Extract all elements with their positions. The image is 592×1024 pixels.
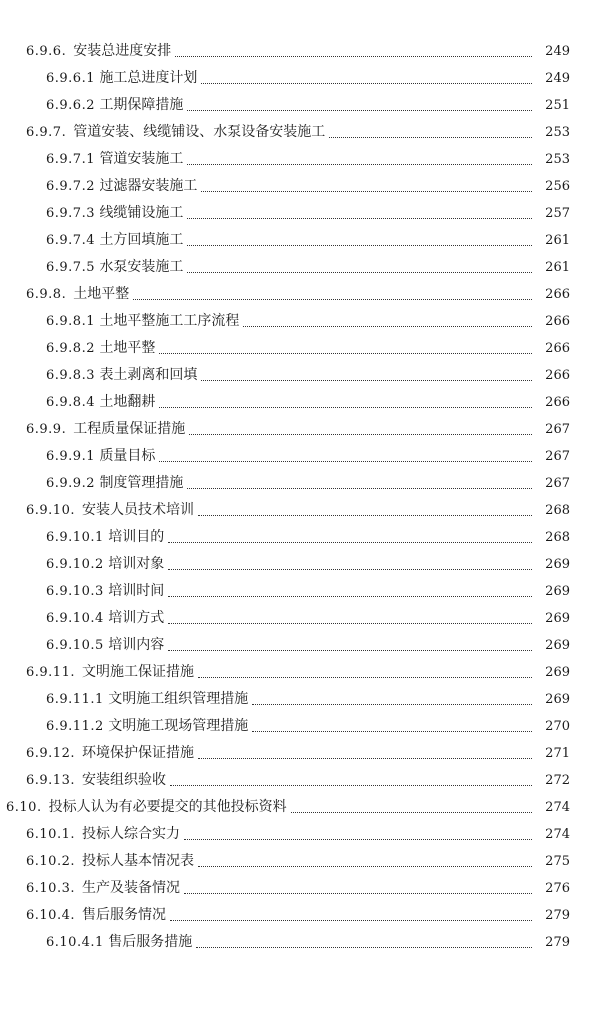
toc-entry-number: 6.10. — [6, 800, 42, 815]
toc-entry-page-number: 269 — [545, 557, 570, 572]
toc-entry-number: 6.9.7.2 — [46, 179, 95, 194]
toc-entry-separator — [75, 502, 82, 518]
toc-entry-page-number: 270 — [545, 719, 570, 734]
toc-entry[interactable] — [0, 281, 592, 308]
toc-entry-title — [46, 632, 164, 659]
toc-entry-separator — [42, 799, 49, 815]
toc-entry-page-number: 276 — [545, 881, 570, 896]
toc-entry[interactable] — [0, 92, 592, 119]
toc-entry-number: 6.9.10.1 — [46, 530, 104, 545]
toc-entry-text: 管道安装、线缆铺设、水泵设备安装施工 — [73, 124, 326, 140]
dot-leader — [187, 92, 532, 119]
toc-entry-title — [26, 848, 194, 875]
toc-entry-text: 安装组织验收 — [81, 772, 166, 788]
toc-entry-number: 6.9.10. — [26, 503, 75, 518]
toc-entry[interactable] — [0, 794, 592, 821]
toc-entry-text: 售后服务措施 — [108, 934, 193, 950]
toc-entry[interactable] — [0, 200, 592, 227]
toc-entry-page-number: 275 — [545, 854, 570, 869]
toc-entry-title — [46, 551, 164, 578]
toc-entry-text: 工期保障措施 — [99, 97, 184, 113]
toc-entry[interactable] — [0, 551, 592, 578]
dot-leader — [198, 848, 532, 875]
dot-leader — [175, 38, 532, 65]
toc-entry-page-number: 257 — [545, 206, 570, 221]
toc-entry-number: 6.9.7.3 — [46, 206, 95, 221]
toc-entry-text: 投标人认为有必要提交的其他投标资料 — [48, 799, 287, 815]
dot-leader — [243, 308, 532, 335]
toc-entry[interactable] — [0, 902, 592, 929]
toc-entry[interactable] — [0, 686, 592, 713]
toc-entry-text: 文明施工组织管理措施 — [108, 691, 249, 707]
toc-entry-page-number: 261 — [545, 260, 570, 275]
toc-entry-page-number: 269 — [545, 665, 570, 680]
dot-leader — [252, 713, 532, 740]
toc-entry[interactable] — [0, 146, 592, 173]
toc-entry[interactable] — [0, 497, 592, 524]
dot-leader — [189, 416, 532, 443]
toc-entry-page-number: 256 — [545, 179, 570, 194]
toc-entry[interactable] — [0, 767, 592, 794]
toc-entry[interactable] — [0, 875, 592, 902]
dot-leader — [159, 443, 532, 470]
toc-entry-page-number: 253 — [545, 125, 570, 140]
toc-entry[interactable] — [0, 713, 592, 740]
toc-entry-title — [46, 173, 197, 200]
toc-entry-page-number: 266 — [545, 395, 570, 410]
toc-entry-text: 培训方式 — [108, 610, 165, 626]
dot-leader — [187, 146, 532, 173]
toc-entry-page-number: 271 — [545, 746, 570, 761]
toc-entry-title — [46, 605, 164, 632]
toc-entry-number: 6.9.8.4 — [46, 395, 95, 410]
toc-entry-text: 培训目的 — [108, 529, 165, 545]
toc-entry[interactable] — [0, 416, 592, 443]
toc-entry-text: 文明施工保证措施 — [81, 664, 194, 680]
toc-entry[interactable] — [0, 173, 592, 200]
toc-entry-page-number: 279 — [545, 908, 570, 923]
toc-entry-page-number: 279 — [545, 935, 570, 950]
toc-entry-text: 培训内容 — [108, 637, 165, 653]
toc-entry-number: 6.9.9.2 — [46, 476, 95, 491]
toc-entry-title — [26, 497, 194, 524]
toc-entry[interactable] — [0, 308, 592, 335]
dot-leader — [291, 794, 532, 821]
toc-entry[interactable] — [0, 362, 592, 389]
toc-entry[interactable] — [0, 335, 592, 362]
toc-entry-title — [46, 713, 248, 740]
toc-entry-title — [6, 794, 287, 821]
toc-entry[interactable] — [0, 821, 592, 848]
dot-leader — [170, 902, 532, 929]
toc-entry[interactable] — [0, 659, 592, 686]
toc-entry-page-number: 267 — [545, 449, 570, 464]
toc-entry-title — [26, 416, 185, 443]
toc-entry-number: 6.9.7.1 — [46, 152, 95, 167]
toc-entry-page-number: 272 — [545, 773, 570, 788]
toc-entry-text: 培训时间 — [108, 583, 165, 599]
toc-entry-number: 6.9.7.4 — [46, 233, 95, 248]
toc-entry-page-number: 266 — [545, 287, 570, 302]
dot-leader — [252, 686, 532, 713]
toc-entry-number: 6.9.10.5 — [46, 638, 104, 653]
toc-entry-number: 6.9.8.3 — [46, 368, 95, 383]
toc-entry-number: 6.9.12. — [26, 746, 75, 761]
toc-entry-separator — [75, 664, 82, 680]
toc-entry-text: 投标人基本情况表 — [81, 853, 194, 869]
dot-leader — [184, 821, 532, 848]
toc-entry-number: 6.9.6.1 — [46, 71, 95, 86]
toc-entry-number: 6.10.2. — [26, 854, 75, 869]
toc-entry-number: 6.9.10.3 — [46, 584, 104, 599]
toc-entry-page-number: 274 — [545, 800, 570, 815]
dot-leader — [198, 740, 532, 767]
toc-entry-text: 生产及装备情况 — [81, 880, 180, 896]
toc-entry-title — [46, 389, 155, 416]
toc-entry-number: 6.9.11.2 — [46, 719, 104, 734]
toc-entry-number: 6.9.10.2 — [46, 557, 104, 572]
dot-leader — [201, 173, 532, 200]
toc-entry[interactable] — [0, 605, 592, 632]
dot-leader — [159, 389, 532, 416]
toc-entry-text: 土地翻耕 — [99, 394, 156, 410]
toc-entry-text: 土地平整 — [99, 340, 156, 356]
toc-entry-title — [46, 335, 155, 362]
toc-entry-title — [46, 578, 164, 605]
toc-entry-number: 6.10.4. — [26, 908, 75, 923]
toc-entry-separator — [75, 772, 82, 788]
toc-entry-page-number: 267 — [545, 422, 570, 437]
toc-entry-page-number: 268 — [545, 503, 570, 518]
table-of-contents — [0, 38, 592, 956]
toc-entry[interactable] — [0, 578, 592, 605]
toc-entry-title — [46, 227, 183, 254]
dot-leader — [187, 254, 532, 281]
toc-entry[interactable] — [0, 929, 592, 956]
toc-entry-title — [46, 65, 197, 92]
toc-entry-number: 6.9.9.1 — [46, 449, 95, 464]
dot-leader — [133, 281, 532, 308]
toc-entry-separator — [75, 907, 82, 923]
dot-leader — [184, 875, 532, 902]
toc-entry-number: 6.9.7. — [26, 125, 67, 140]
toc-entry-text: 安装总进度安排 — [73, 43, 172, 59]
toc-entry-number: 6.9.10.4 — [46, 611, 104, 626]
toc-entry-text: 土方回填施工 — [99, 232, 184, 248]
toc-entry-title — [26, 740, 194, 767]
toc-entry-number: 6.9.8. — [26, 287, 67, 302]
toc-entry[interactable] — [0, 119, 592, 146]
dot-leader — [187, 200, 532, 227]
toc-entry-page-number: 251 — [545, 98, 570, 113]
toc-entry-number: 6.9.9. — [26, 422, 67, 437]
toc-entry-text: 表土剥离和回填 — [99, 367, 198, 383]
toc-entry-page-number: 261 — [545, 233, 570, 248]
dot-leader — [201, 362, 532, 389]
toc-entry-page-number: 269 — [545, 638, 570, 653]
toc-entry-number: 6.9.11.1 — [46, 692, 104, 707]
toc-entry-title — [26, 821, 180, 848]
toc-entry-text: 线缆铺设施工 — [99, 205, 184, 221]
toc-entry-title — [26, 902, 166, 929]
toc-entry-title — [26, 767, 166, 794]
dot-leader — [168, 524, 532, 551]
toc-entry-title — [26, 875, 180, 902]
toc-entry-separator — [75, 745, 82, 761]
toc-entry-text: 土地平整施工工序流程 — [99, 313, 240, 329]
toc-entry-text: 文明施工现场管理措施 — [108, 718, 249, 734]
toc-entry-number: 6.10.1. — [26, 827, 75, 842]
toc-entry[interactable] — [0, 443, 592, 470]
toc-entry[interactable] — [0, 632, 592, 659]
toc-entry-number: 6.9.7.5 — [46, 260, 95, 275]
toc-entry[interactable] — [0, 470, 592, 497]
toc-entry-number: 6.9.6. — [26, 44, 67, 59]
toc-entry-text: 售后服务情况 — [81, 907, 166, 923]
toc-entry-title — [46, 443, 155, 470]
dot-leader — [168, 605, 532, 632]
dot-leader — [198, 659, 532, 686]
toc-entry[interactable] — [0, 65, 592, 92]
dot-leader — [187, 227, 532, 254]
toc-entry-title — [26, 119, 325, 146]
toc-entry-title — [26, 281, 129, 308]
toc-entry-text: 环境保护保证措施 — [81, 745, 194, 761]
toc-entry-page-number: 266 — [545, 368, 570, 383]
toc-entry-page-number: 266 — [545, 341, 570, 356]
toc-entry-page-number: 267 — [545, 476, 570, 491]
toc-entry-title — [46, 362, 197, 389]
toc-entry-number: 6.9.6.2 — [46, 98, 95, 113]
toc-entry[interactable] — [0, 524, 592, 551]
toc-entry-text: 管道安装施工 — [99, 151, 184, 167]
toc-entry-text: 制度管理措施 — [99, 475, 184, 491]
dot-leader — [170, 767, 532, 794]
toc-entry-title — [46, 200, 183, 227]
toc-entry-page-number: 269 — [545, 692, 570, 707]
toc-entry-text: 投标人综合实力 — [81, 826, 180, 842]
toc-entry-text: 培训对象 — [108, 556, 165, 572]
toc-entry-title — [46, 92, 183, 119]
toc-entry-title — [26, 659, 194, 686]
dot-leader — [196, 929, 532, 956]
toc-entry-text: 水泵安装施工 — [99, 259, 184, 275]
toc-entry-page-number: 266 — [545, 314, 570, 329]
dot-leader — [168, 632, 532, 659]
dot-leader — [159, 335, 532, 362]
toc-entry-page-number: 249 — [545, 71, 570, 86]
toc-entry-page-number: 269 — [545, 611, 570, 626]
toc-entry-page-number: 249 — [545, 44, 570, 59]
toc-entry-number: 6.9.11. — [26, 665, 75, 680]
toc-entry-title — [26, 38, 171, 65]
toc-entry-separator — [75, 826, 82, 842]
toc-entry-separator — [75, 853, 82, 869]
toc-entry-page-number: 268 — [545, 530, 570, 545]
toc-entry-text: 土地平整 — [73, 286, 130, 302]
toc-entry-page-number: 269 — [545, 584, 570, 599]
toc-entry-number: 6.9.8.2 — [46, 341, 95, 356]
toc-entry-title — [46, 308, 239, 335]
toc-entry-page-number: 253 — [545, 152, 570, 167]
toc-entry-text: 过滤器安装施工 — [99, 178, 198, 194]
toc-entry[interactable] — [0, 38, 592, 65]
toc-entry-title — [46, 146, 183, 173]
toc-entry-title — [46, 929, 192, 956]
toc-entry-title — [46, 470, 183, 497]
dot-leader — [187, 470, 532, 497]
toc-entry[interactable] — [0, 848, 592, 875]
toc-entry[interactable] — [0, 227, 592, 254]
toc-entry-title — [46, 686, 248, 713]
toc-entry-number: 6.10.4.1 — [46, 935, 104, 950]
toc-entry[interactable] — [0, 389, 592, 416]
dot-leader — [201, 65, 532, 92]
toc-entry-text: 安装人员技术培训 — [81, 502, 194, 518]
toc-entry-number: 6.10.3. — [26, 881, 75, 896]
toc-entry-title — [46, 524, 164, 551]
toc-entry-text: 施工总进度计划 — [99, 70, 198, 86]
toc-entry[interactable] — [0, 740, 592, 767]
toc-entry-separator — [75, 880, 82, 896]
toc-entry[interactable] — [0, 254, 592, 281]
dot-leader — [198, 497, 532, 524]
toc-entry-title — [46, 254, 183, 281]
toc-entry-number: 6.9.8.1 — [46, 314, 95, 329]
dot-leader — [168, 551, 532, 578]
toc-entry-page-number: 274 — [545, 827, 570, 842]
dot-leader — [168, 578, 532, 605]
toc-entry-number: 6.9.13. — [26, 773, 75, 788]
toc-entry-text: 质量目标 — [99, 448, 156, 464]
toc-entry-text: 工程质量保证措施 — [73, 421, 186, 437]
dot-leader — [329, 119, 532, 146]
